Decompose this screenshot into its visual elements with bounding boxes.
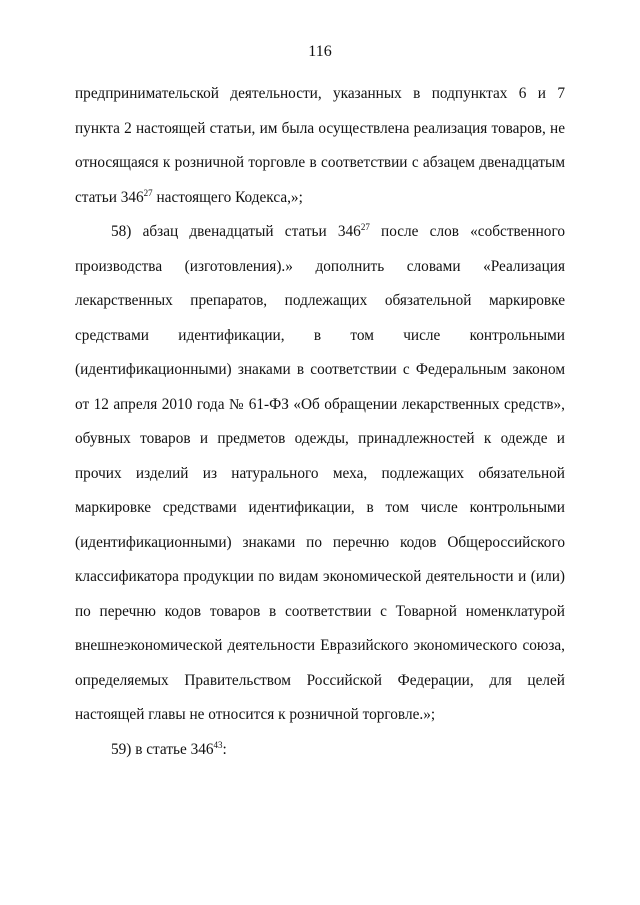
- text-line: [75, 353, 565, 388]
- text-line: [75, 595, 565, 630]
- text-line: [75, 491, 565, 526]
- text-line: [75, 77, 565, 112]
- text-line: [75, 526, 565, 561]
- text-line: [75, 560, 565, 595]
- document-body: [75, 77, 565, 767]
- text-run: относящаяся к розничной торговле в соответствии с абзацем двенадцатым: [75, 154, 565, 171]
- text-run: внешнеэкономической деятельности Евразийского экономического союза,: [75, 637, 565, 654]
- text-run: :: [222, 740, 227, 758]
- paragraph-p3: [75, 733, 565, 768]
- text-line: [75, 215, 565, 250]
- text-line: [75, 733, 565, 768]
- text-run: пункта 2 настоящей статьи, им была осуществлена реализация товаров, не: [75, 119, 565, 137]
- text-run: 58) абзац двенадцатый статьи 346: [111, 223, 361, 240]
- text-run: обувных товаров и предметов одежды, принадлежностей к одежде и: [75, 430, 565, 447]
- text-run: прочих изделий из натурального меха, подлежащих обязательной: [75, 464, 565, 482]
- text-run: (идентификационными) знаками по перечню кодов Общероссийского: [75, 533, 565, 551]
- text-line: [75, 629, 565, 664]
- paragraph-p2: [75, 215, 565, 733]
- text-run: после слов «собственного: [369, 223, 565, 240]
- paragraph-p1: [75, 77, 565, 215]
- superscript: 27: [360, 222, 370, 232]
- text-line: [75, 664, 565, 699]
- text-line: [75, 112, 565, 147]
- text-run: настоящей главы не относится к розничной торговле.»;: [75, 706, 436, 723]
- text-run: производства (изготовления).» дополнить словами «Реализация: [75, 257, 565, 275]
- text-run: предпринимательской деятельности, указанных в подпунктах 6 и 7: [75, 85, 565, 102]
- superscript: 43: [213, 739, 223, 750]
- superscript: 27: [143, 187, 153, 198]
- text-run: маркировке средствами идентификации, в том числе контрольными: [75, 499, 565, 516]
- text-line: [75, 698, 565, 733]
- page-number: 116: [308, 43, 332, 60]
- text-line: [75, 146, 565, 181]
- text-line: [75, 181, 565, 216]
- text-run: определяемых Правительством Российской Федерации, для целей: [75, 671, 565, 689]
- text-line: [75, 388, 565, 423]
- text-run: настоящего Кодекса,»;: [152, 188, 303, 206]
- text-line: [75, 457, 565, 492]
- text-line: [75, 284, 565, 319]
- text-run: средствами идентификации, в том числе контрольными: [75, 326, 565, 344]
- text-line: [75, 422, 565, 457]
- text-run: статьи 346: [75, 188, 144, 206]
- text-run: 59) в статье 346: [111, 740, 214, 758]
- text-run: по перечню кодов товаров в соответствии с Товарной номенклатурой: [75, 602, 565, 620]
- text-run: лекарственных препаратов, подлежащих обязательной маркировке: [75, 292, 565, 309]
- text-line: [75, 319, 565, 354]
- text-run: от 12 апреля 2010 года № 61-ФЗ «Об обращении лекарственных средств»,: [75, 395, 565, 413]
- text-run: классификатора продукции по видам экономической деятельности и (или): [75, 568, 565, 585]
- text-run: (идентификационными) знаками в соответствии с Федеральным законом: [75, 361, 565, 378]
- text-line: [75, 250, 565, 285]
